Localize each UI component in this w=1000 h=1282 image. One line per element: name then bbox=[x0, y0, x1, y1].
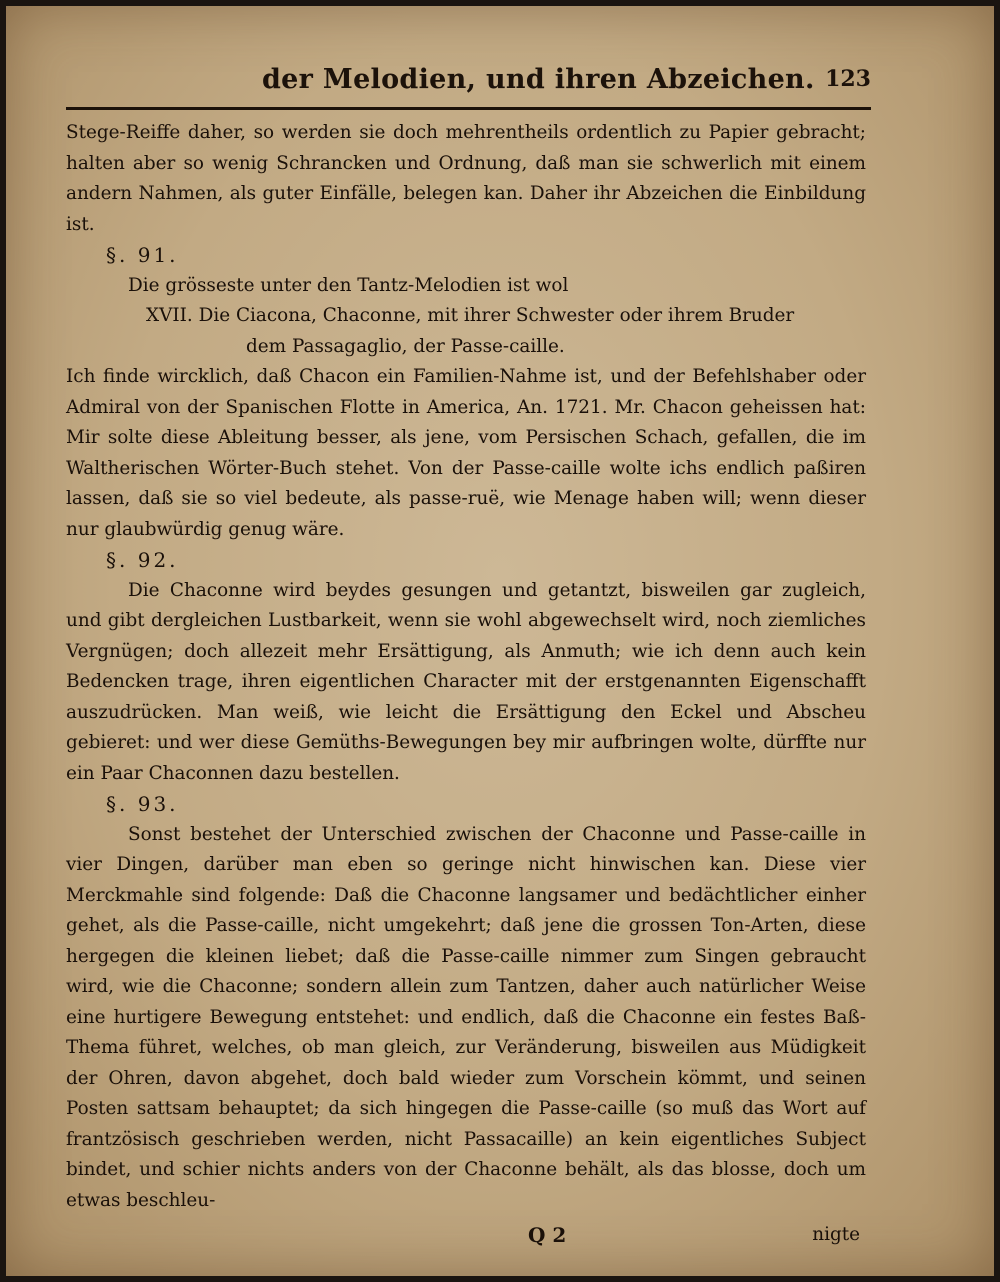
page-number: 123 bbox=[825, 66, 871, 92]
paragraph-chaconne-character: Die Chaconne wird beydes gesungen und getantzt, bisweilen gar zugleich, und gibt dergleichen Lustbarkeit, wenn sie wohl abgewechselt wird, noch ziemliches Vergnügen; doch allezeit mehr Ersättigung, als Anmuth; wie ich denn auch kein Bedencken trage, ihren eigentlichen Character mit der erstgenannten Eigenschafft auszudrücken. Man weiß, wie leicht die Ersättigung den Eckel und Abscheu gebieret: und wer diese Gemüths-Bewegungen bey mir aufbringen wolte, dürffte nur ein Paar Chaconnen dazu bestellen. bbox=[66, 579, 866, 784]
page-header bbox=[66, 64, 871, 100]
running-head: der Melodien, und ihren Abzeichen. bbox=[262, 64, 815, 95]
book-page bbox=[6, 6, 994, 1276]
paragraph-chacon-etymology: Ich finde wircklich, daß Chacon ein Familien-Nahme ist, und der Befehlshaber oder Admiral von der Spanischen Flotte in America, An. 1721. Mr. Chacon geheissen hat: Mir solte diese Ableitung besser, als jene, vom Persischen Schach, gefallen, die im Waltherischen Wörter-Buch stehet. Von der Passe-caille wolte ichs endlich paßiren lassen, daß sie so viel bedeute, als passe-ruë, wie Menage haben will; wenn dieser nur glaubwürdig genug wäre. bbox=[66, 366, 866, 540]
page-body bbox=[66, 118, 866, 1250]
entry-xvii-subtitle: dem Passagaglio, der Passe-caille. bbox=[246, 335, 565, 357]
entry-xvii-title: XVII. Die Ciacona, Chaconne, mit ihrer Schwester oder ihrem Bruder bbox=[146, 305, 795, 326]
catchword: nigte bbox=[812, 1224, 860, 1245]
header-rule bbox=[66, 107, 871, 110]
section-mark-93: §. 93. bbox=[106, 792, 179, 816]
paragraph-chaconne-passecaille-difference: Sonst bestehet der Unterschied zwischen der Chaconne und Passe-caille in vier Dingen, darüber man eben so geringe nicht hinwischen kan. Diese vier Merckmahle sind folgende: Daß die Chaconne langsamer und bedächtlicher einher gehet, als die Passe-caille, nicht umgekehrt; daß jene die grossen Ton-Arten, diese hergegen die kleinen liebet; daß die Passe-caille nimmer zum Singen gebraucht wird, wie die Chaconne; sondern allein zum Tantzen, daher auch natürlicher Weise eine hurtigere Bewegung entstehet: und endlich, daß die Chaconne ein festes Baß-Thema führet, welches, ob man gleich, zur Veränderung, bisweilen aus Müdigkeit der Ohren, davon abgehet, doch bald wieder zum Vorschein kömmt, und seinen Posten sattsam behauptet; da sich hingegen die Passe-caille (so muß das Wort auf frantzösisch geschrieben werden, nicht Passacaille) an kein eigentliches Subject bindet, und schier nichts anders von der Chaconne behält, als das blosse, doch um etwas beschleu- bbox=[66, 823, 866, 1211]
signature-mark: Q 2 bbox=[528, 1223, 567, 1247]
page-footer bbox=[66, 1220, 866, 1250]
section-mark-92: §. 92. bbox=[106, 548, 179, 572]
paragraph-continued: Stege-Reiffe daher, so werden sie doch mehrentheils ordentlich zu Papier gebracht; halten aber so wenig Schrancken und Ordnung, daß man sie schwerlich mit einem andern Nahmen, als guter Einfälle, belegen kan. Daher ihr Abzeichen die Einbildung ist. bbox=[66, 122, 866, 235]
section-91-heading: Die grösseste unter den Tantz-Melodien ist wol bbox=[128, 274, 569, 296]
section-mark-91: §. 91. bbox=[106, 243, 179, 267]
